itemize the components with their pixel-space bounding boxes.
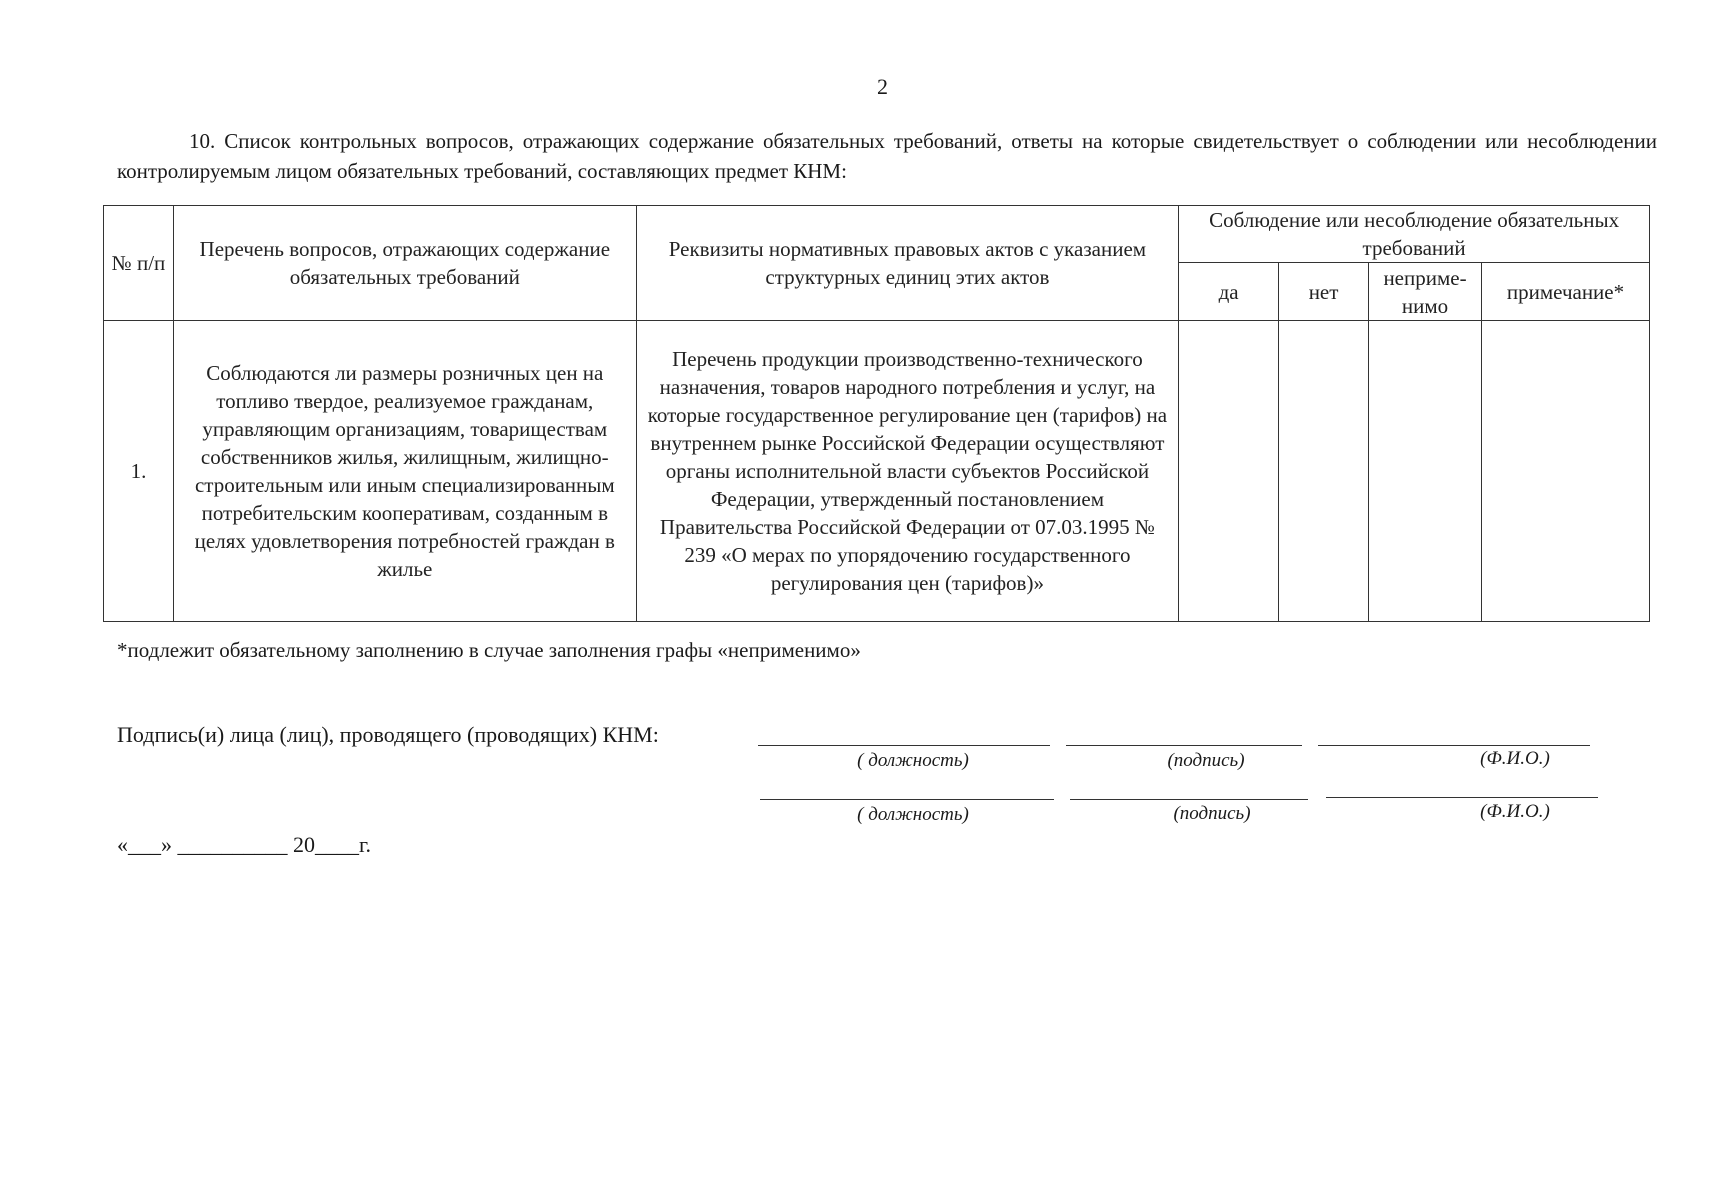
caption-signature-2: (подпись) bbox=[1173, 803, 1251, 824]
header-note: примечание* bbox=[1482, 263, 1650, 321]
header-number: № п/п bbox=[104, 206, 174, 321]
signature-label: Подпись(и) лица (лиц), проводящего (проводящих) КНМ: bbox=[117, 722, 659, 747]
cell-note[interactable] bbox=[1482, 321, 1650, 622]
header-no: нет bbox=[1279, 263, 1369, 321]
page-number: 2 bbox=[877, 74, 888, 99]
caption-position-1: ( должность) bbox=[857, 750, 969, 771]
caption-name-2: (Ф.И.О.) bbox=[1480, 801, 1550, 822]
header-yes: да bbox=[1179, 263, 1279, 321]
intro-paragraph: 10. Список контрольных вопросов, отражающих содержание обязательных требований, ответы на которые свидетельствует о соблюдении или несоблюдении контролируемым лицом обязательных требований, составляющих предмет КНМ: bbox=[117, 129, 1657, 183]
position-line-2[interactable] bbox=[760, 799, 1054, 800]
row-question: Соблюдаются ли размеры розничных цен на топливо твердое, реализуемое гражданам, управляющим организациям, товариществам собственников жилья, жилищным, жилищно-строительным или иным специализированным потребительским кооперативам, созданным в целях удовлетворения потребностей граждан в жилье bbox=[173, 321, 636, 622]
date-line[interactable]: «___» __________ 20____г. bbox=[117, 832, 372, 857]
caption-position-2: ( должность) bbox=[857, 804, 969, 825]
footnote: *подлежит обязательному заполнению в случае заполнения графы «неприменимо» bbox=[117, 638, 861, 662]
name-line-1[interactable] bbox=[1318, 745, 1590, 746]
cell-yes[interactable] bbox=[1179, 321, 1279, 622]
name-line-2[interactable] bbox=[1326, 797, 1598, 798]
checklist-table bbox=[103, 205, 1650, 622]
caption-signature-1: (подпись) bbox=[1167, 750, 1245, 771]
cell-not-applicable[interactable] bbox=[1369, 321, 1482, 622]
position-line-1[interactable] bbox=[758, 745, 1050, 746]
header-questions: Перечень вопросов, отражающих содержание обязательных требований bbox=[173, 206, 636, 321]
signature-line-2[interactable] bbox=[1070, 799, 1308, 800]
signature-line-1[interactable] bbox=[1066, 745, 1302, 746]
cell-no[interactable] bbox=[1279, 321, 1369, 622]
caption-name-1: (Ф.И.О.) bbox=[1480, 748, 1550, 769]
header-requisites: Реквизиты нормативных правовых актов с указанием структурных единиц этих актов bbox=[636, 206, 1179, 321]
row-number: 1. bbox=[104, 321, 174, 622]
header-not-applicable: неприме-нимо bbox=[1369, 263, 1482, 321]
table-row bbox=[104, 321, 1650, 622]
header-compliance-group: Соблюдение или несоблюдение обязательных требований bbox=[1179, 206, 1650, 263]
row-requisites: Перечень продукции производственно-технического назначения, товаров народного потребления и услуг, на которые государственное регулирование цен (тарифов) на внутреннем рынке Российской Федерации осуществляют органы исполнительной власти субъектов Российской Федерации, утвержденный постановлением Правительства Российской Федерации от 07.03.1995 № 239 «О мерах по упорядочению государственного регулирования цен (тарифов)» bbox=[636, 321, 1179, 622]
